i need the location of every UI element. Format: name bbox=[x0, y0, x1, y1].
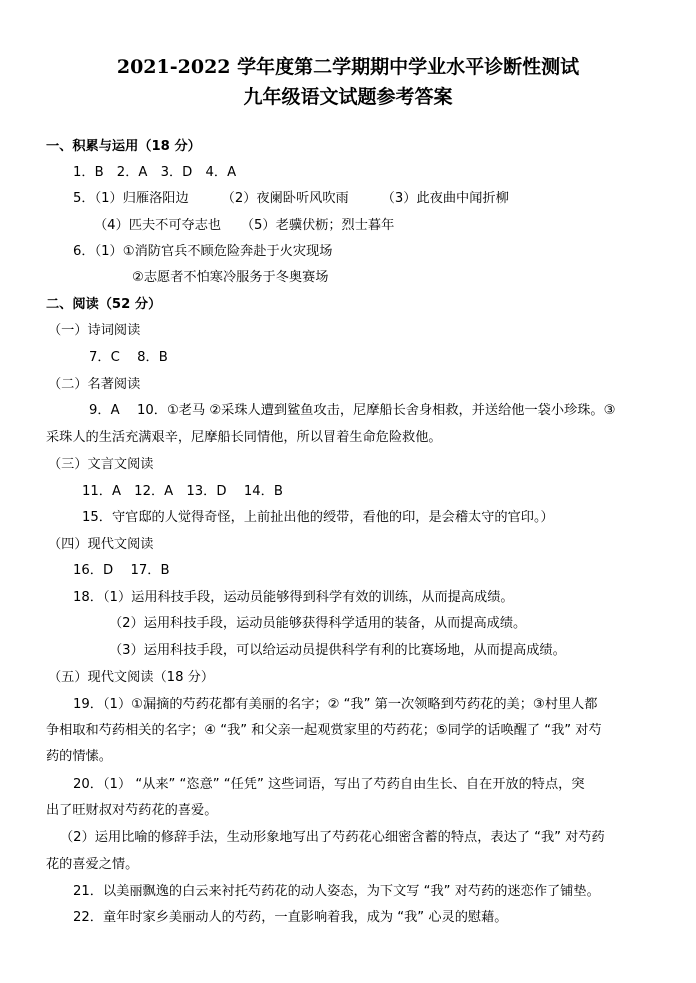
q6-line1: 6．（1）①消防官兵不顾危险奔赴于火灾现场 bbox=[73, 244, 333, 259]
q19-line1: 19．（1）①漏摘的芍药花都有美丽的名字；② “我” 第一次领略到芍药花的美；③村里人都 bbox=[73, 697, 598, 712]
q5-line2: （4）匹夫不可夺志也 （5）老骥伏枥；烈士暮年 bbox=[94, 218, 395, 233]
q20-line3: （2）运用比喻的修辞手法，生动形象地写出了芍药花心细密含蓄的特点，表达了 “我” 对芍药 bbox=[60, 830, 605, 845]
document-title-line2: 九年级语文试题参考答案 bbox=[243, 86, 453, 108]
part1-heading: （一）诗词阅读 bbox=[48, 323, 141, 338]
q7-8-answers: 7．C 8．B bbox=[89, 350, 168, 365]
part4-heading: （四）现代文阅读 bbox=[48, 537, 154, 552]
q20-line4: 花的喜爱之情。 bbox=[46, 857, 139, 872]
q20-line1: 20．（1） “从来” “恣意” “任凭” 这些词语，写出了芍药自由生长、自在开放的特点，突 bbox=[73, 777, 585, 792]
document-title-line1: 2021-2022 学年度第二学期期中学业水平诊断性测试 bbox=[116, 56, 580, 78]
q19-line3: 药的情愫。 bbox=[46, 749, 112, 764]
section2-heading: 二、阅读（52 分） bbox=[46, 297, 162, 312]
q20-line2: 出了旺财叔对芍药花的喜爱。 bbox=[46, 803, 218, 818]
section1-heading: 一、积累与运用（18 分） bbox=[46, 139, 201, 154]
q18-point3: （3）运用科技手段，可以给运动员提供科学有利的比赛场地，从而提高成绩。 bbox=[109, 643, 566, 658]
part3-heading: （三）文言文阅读 bbox=[48, 457, 154, 472]
q11-14-answers: 11．A 12．A 13．D 14．B bbox=[82, 484, 283, 499]
q15-answer: 15．守官邸的人觉得奇怪，上前扯出他的绶带，看他的印，是会稽太守的官印。） bbox=[82, 510, 554, 525]
q18-point1: 18．（1）运用科技手段，运动员能够得到科学有效的训练，从而提高成绩。 bbox=[73, 590, 514, 605]
q19-line2: 争相取和芍药相关的名字；④ “我” 和父亲一起观赏家里的芍药花；⑤同学的话唤醒了 “我” 对芍 bbox=[46, 723, 602, 738]
q1-4-answers: 1．B 2．A 3．D 4．A bbox=[73, 165, 237, 180]
q10-line2: 采珠人的生活充满艰辛，尼摩船长同情他，所以冒着生命危险救他。 bbox=[46, 430, 442, 445]
q5-line1: 5．（1）归雁洛阳边 （2）夜阑卧听风吹雨 （3）此夜曲中闻折柳 bbox=[73, 191, 509, 206]
q22-answer: 22．童年时家乡美丽动人的芍药，一直影响着我，成为 “我” 心灵的慰藉。 bbox=[73, 910, 508, 925]
q16-17-answers: 16．D 17．B bbox=[73, 563, 170, 578]
q6-line2: ②志愿者不怕寒冷服务于冬奥赛场 bbox=[132, 270, 329, 285]
part5-heading: （五）现代文阅读（18 分） bbox=[48, 670, 215, 685]
q18-point2: （2）运用科技手段，运动员能够获得科学适用的装备，从而提高成绩。 bbox=[109, 616, 527, 631]
q21-answer: 21．以美丽飘逸的白云来衬托芍药花的动人姿态，为下文写 “我” 对芍药的迷恋作了铺垫。 bbox=[73, 884, 600, 899]
part2-heading: （二）名著阅读 bbox=[48, 377, 141, 392]
q9-10-line1: 9．A 10．①老马 ②采珠人遭到鲨鱼攻击，尼摩船长舍身相救，并送给他一袋小珍珠。③ bbox=[89, 403, 616, 418]
